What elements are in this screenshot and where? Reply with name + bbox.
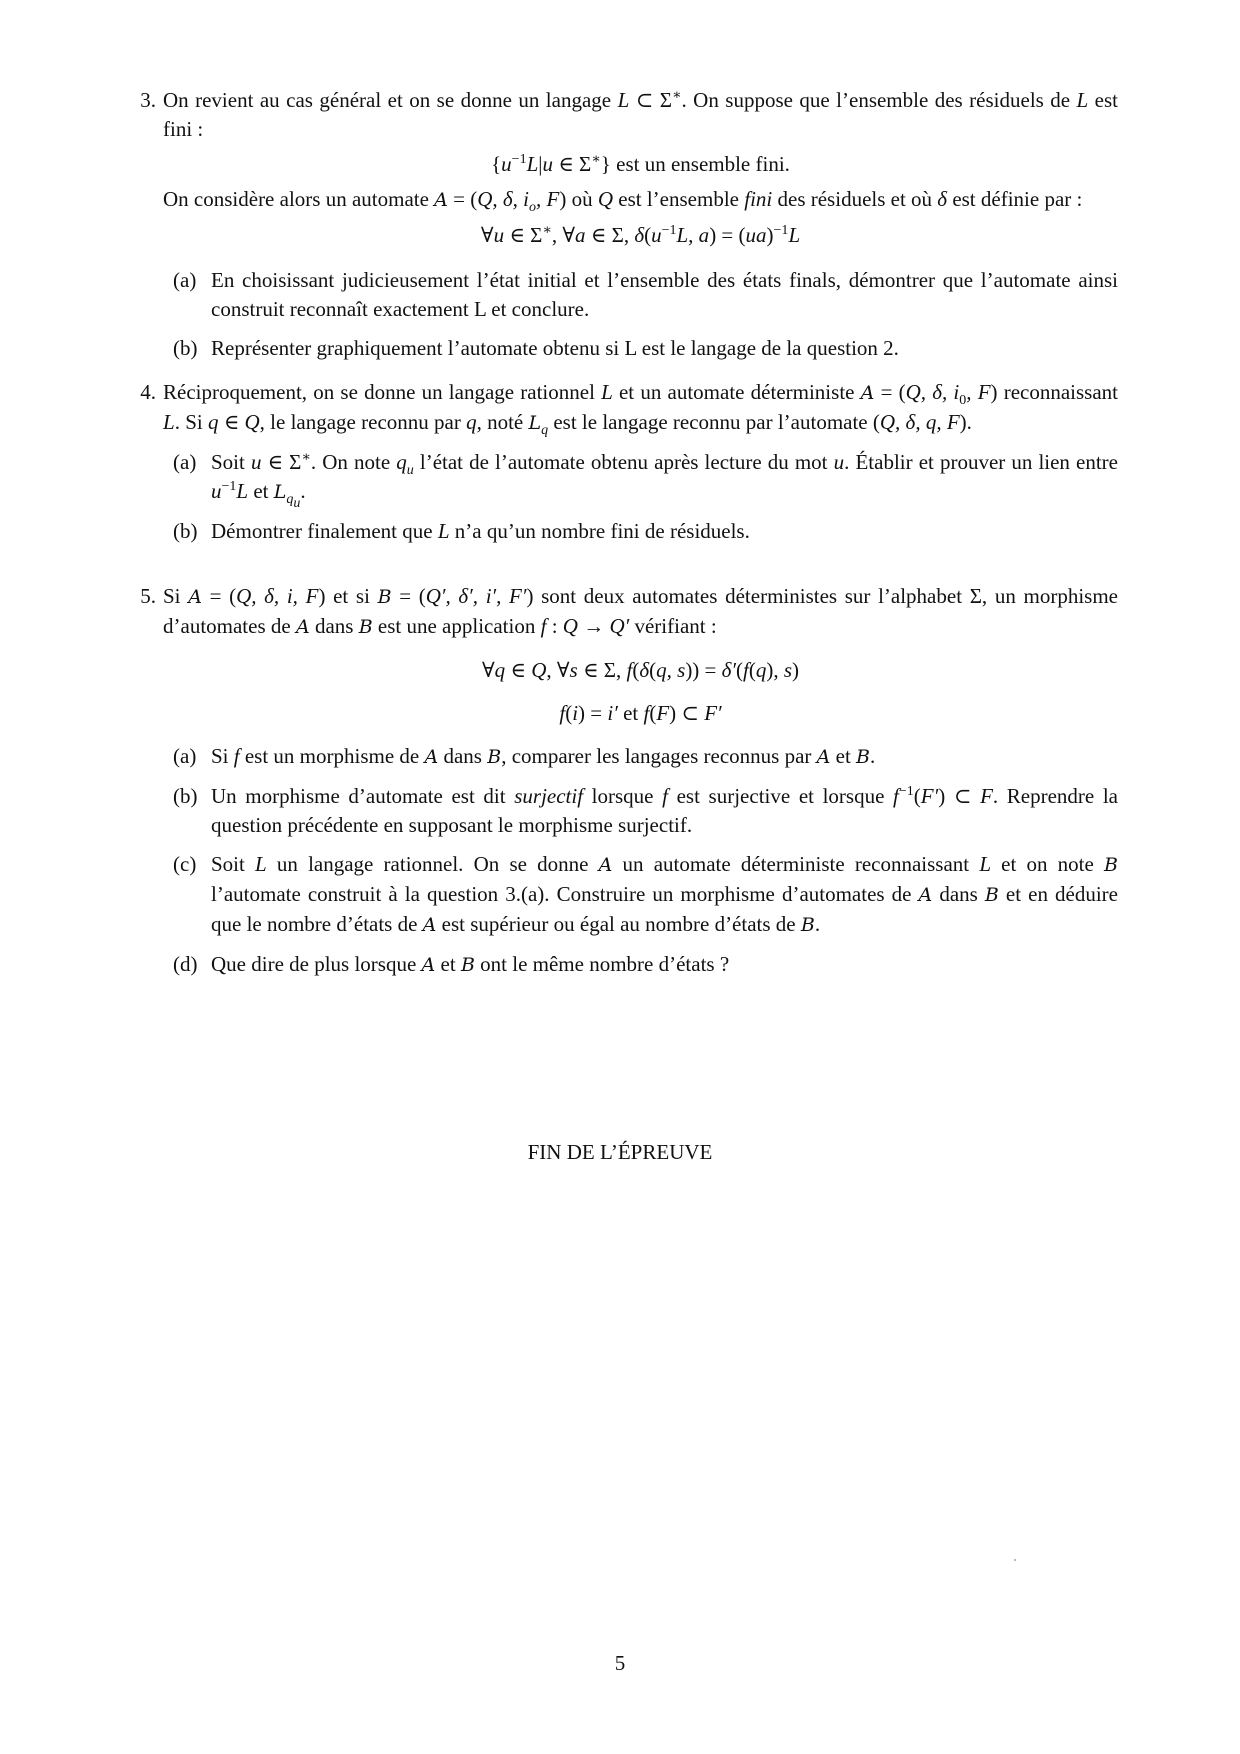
q4-part-b: (b) Démontrer finalement que L n’a qu’un nombre fini de résiduels. [173, 519, 750, 543]
q5-part-c: (c) Soit L un langage rationnel. On se donne A un automate déterministe reconnaissant L et on note B l’automate construit à la question 3.(a). Construire un morphisme d’automates de A dans B et en déduire que le nombre d’états de A est supérieur ou égal au nombre d’états de B. [173, 852, 1118, 936]
q5-formula-init-final: f(i) = i′ et f(F) ⊂ F′ [559, 701, 722, 725]
scan-speck [1014, 1559, 1016, 1561]
q3-intro: On revient au cas général et on se donne un langage L ⊂ Σ∗. On suppose que l’ensemble des résiduels de L est fini : [163, 88, 1119, 141]
question-number: 3. [140, 88, 156, 112]
page-number: 5 [614, 1651, 626, 1675]
question-number: 5. [140, 584, 156, 608]
q5-part-b: (b) Un morphisme d’automate est dit surjectif lorsque f est surjective et lorsque $f^{-1}(F')$ ⊂ F. Reprendre la question précédente en supposant le morphisme surjectif. [173, 784, 1118, 837]
question-number: 4. [140, 380, 156, 404]
q5-formula-morphism: ∀q ∈ Q, ∀s ∈ Σ, f(δ(q, s)) = δ′(f(q), s) [481, 658, 800, 682]
end-of-exam-text: FIN DE L’ÉPREUVE [527, 1140, 713, 1164]
q5-part-a: (a) Si f est un morphisme de A dans B, comparer les langages reconnus par A et B. [173, 744, 876, 768]
q4-part-a: (a) Soit u ∈ Σ∗. On note $q_u$ l’état de l’automate obtenu après lecture du mot u. Établir et prouver un lien entre $u^{-1}L$ et $L_{q_u}$. [173, 450, 1118, 511]
q3-automaton-def: On considère alors un automate A = (Q, δ, $i_o$, F) où Q est l’ensemble fini des résiduels et où δ est définie par : [163, 187, 1083, 216]
q4-intro: Réciproquement, on se donne un langage rationnel L et un automate déterministe A = (Q, δ, $i_0$, F) reconnaissant L. Si q ∈ Q, le langage reconnu par q, noté $L_q$ est le langage reconnu par l’automate (Q, δ, q, F). [163, 380, 1118, 439]
q3-formula-residuals: {$u^{-1}L|u$ ∈ Σ∗} est un ensemble fini. [491, 152, 790, 176]
q3-formula-delta: ∀u ∈ Σ∗, ∀a ∈ Σ, $\delta(u^{-1}L$, a) = (ua)$^{-1}$L [480, 223, 801, 247]
q3-part-b: (b) Représenter graphiquement l’automate obtenu si L est le langage de la question 2. [173, 336, 899, 360]
q5-part-d: (d) Que dire de plus lorsque A et B ont le même nombre d’états ? [173, 952, 730, 976]
q5-intro: Si A = (Q, δ, i, F) et si B = (Q′, δ′, i′, F′) sont deux automates déterministes sur l’alphabet Σ, un morphisme d’automates de A dans B est une application f : Q → Q′ vérifiant : [163, 584, 1118, 638]
q3-part-a: (a) En choisissant judicieusement l’état initial et l’ensemble des états finals, démontrer que l’automate ainsi construit reconnaît exactement L et conclure. [173, 268, 1118, 321]
